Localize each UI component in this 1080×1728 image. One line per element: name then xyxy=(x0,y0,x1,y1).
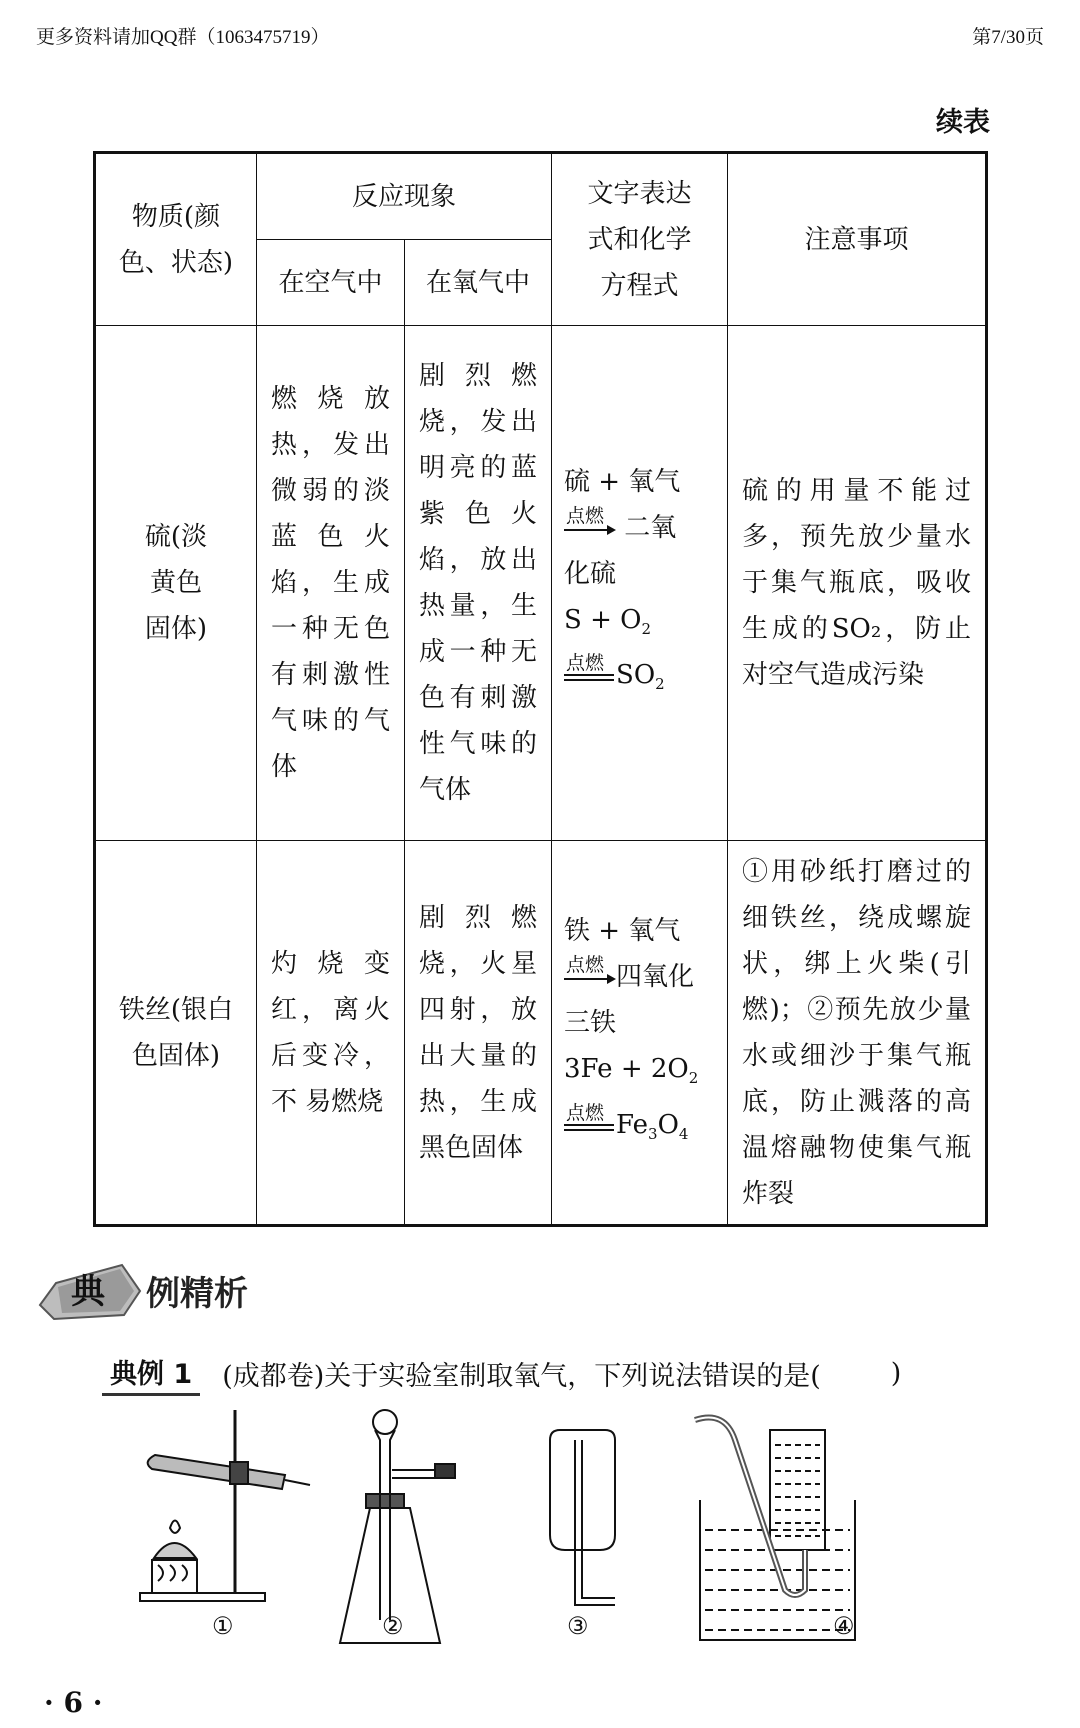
apparatus-1-heating-tube xyxy=(140,1410,310,1601)
apparatus-figures xyxy=(130,1400,990,1660)
sulfur-in-oxygen: 剧烈燃烧，发出明亮的蓝紫色火焰，放出热量，生成一种无色有刺激性气味的气体 xyxy=(405,326,552,841)
iron-name: 铁丝(银白 色固体) xyxy=(95,841,257,1226)
section-banner-first-char: 典 xyxy=(71,1272,105,1312)
example-question xyxy=(102,1350,901,1396)
sulfur-in-air: 燃烧放热，发出微弱的淡蓝色火焰，生成一种无色有刺激性气味的气体 xyxy=(257,326,405,841)
table-header-row xyxy=(95,153,987,240)
condition-arrow: 点燃 xyxy=(564,509,616,549)
iron-equation: 铁 + 氧气 点燃 四氧化 三铁 $3Fe + 2O_2$ 点燃 $Fe_3O_4$ xyxy=(552,841,728,1226)
example-close-paren: ) xyxy=(890,1357,902,1389)
header-page-indicator: 第7/30页 xyxy=(972,27,1044,48)
sulfur-notes: 硫的用量不能过多，预先放少量水于集气瓶底，吸收生成的SO₂，防止对空气造成污染 xyxy=(728,326,987,841)
figure-1-label: ① xyxy=(212,1612,234,1640)
section-title: 例精析 xyxy=(146,1274,248,1314)
iron-notes: ①用砂纸打磨过的细铁丝，绕成螺旋状，绑上火柴(引燃)；②预先放少量水或细沙于集气瓶底，防止溅落的高温熔融物使集气瓶炸裂 xyxy=(728,841,987,1226)
apparatus-2-conical-flask xyxy=(340,1410,455,1643)
figure-3-label: ③ xyxy=(567,1612,589,1640)
condition-equals: 点燃 xyxy=(564,656,616,696)
sulfur-name: 硫(淡 黄色 固体) xyxy=(95,326,257,841)
condition-equals: 点燃 xyxy=(564,1106,616,1146)
example-label: 典例 1 xyxy=(102,1350,200,1396)
example-text: (成都卷)关于实验室制取氧气，下列说法错误的是( xyxy=(222,1360,821,1392)
iron-in-air: 灼烧变红，离火后变冷，不 易燃烧 xyxy=(257,841,405,1226)
header-phenomenon: 反应现象 xyxy=(257,153,552,240)
condition-arrow: 点燃 xyxy=(564,958,616,998)
header-in-air: 在空气中 xyxy=(257,240,405,326)
section-banner xyxy=(36,1253,316,1323)
sulfur-equation: 硫 + 氧气 点燃 二氧 化硫 $S + O_2$ 点燃 $SO_2$ xyxy=(552,326,728,841)
header-equation: 文字表达 式和化学 方程式 xyxy=(552,153,728,326)
figure-2-label: ② xyxy=(382,1612,404,1640)
header-left: 更多资料请加QQ群（1063475719） xyxy=(36,27,330,48)
header-in-oxygen: 在氧气中 xyxy=(405,240,552,326)
header-substance: 物质(颜 色、状态) xyxy=(95,153,257,326)
continued-label: 续表 xyxy=(936,107,990,138)
table-row-sulfur xyxy=(95,326,987,841)
page-number: · 6 · xyxy=(44,1686,103,1719)
iron-in-oxygen: 剧烈燃烧，火星四射，放出大量的热，生成黑色固体 xyxy=(405,841,552,1226)
apparatus-3-collect-downward xyxy=(550,1430,615,1605)
apparatus-4-water-displacement xyxy=(695,1418,855,1641)
figure-4-label: ④ xyxy=(833,1612,855,1640)
reaction-table xyxy=(93,151,988,1227)
header-notes: 注意事项 xyxy=(728,153,987,326)
table-row-iron xyxy=(95,841,987,1226)
